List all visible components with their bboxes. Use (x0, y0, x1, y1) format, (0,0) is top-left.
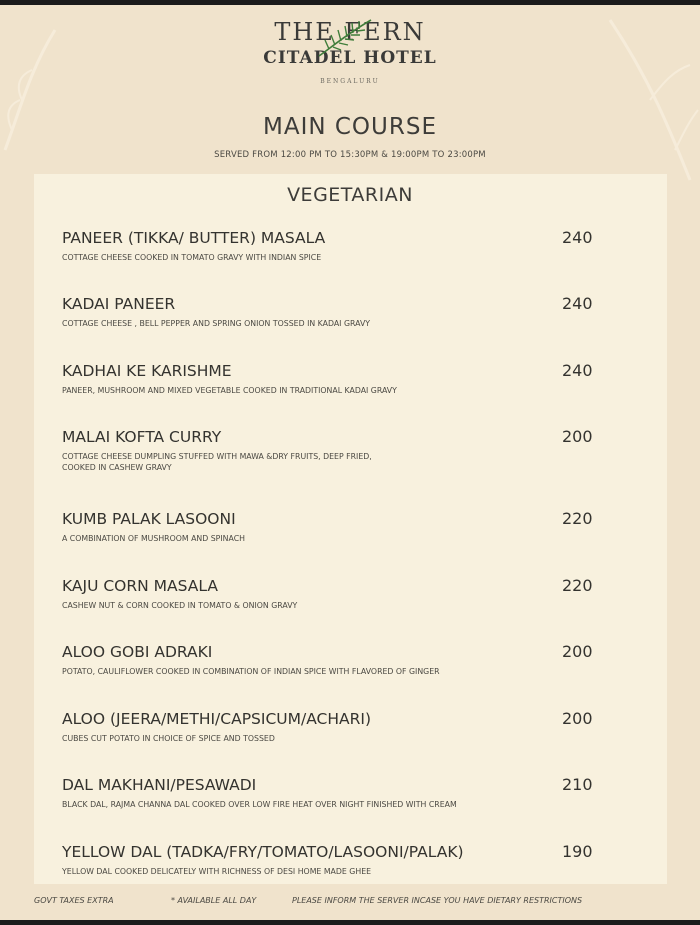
item-description: COTTAGE CHEESE COOKED IN TOMATO GRAVY WITH INDIAN SPICE (62, 253, 322, 262)
item-description: BLACK DAL, RAJMA CHANNA DAL COOKED OVER LOW FIRE HEAT OVER NIGHT FINISHED WITH CREAM (62, 800, 457, 809)
menu-item (62, 362, 622, 396)
item-price: 240 (562, 228, 593, 247)
menu-item (62, 710, 622, 744)
item-description: CUBES CUT POTATO IN CHOICE OF SPICE AND TOSSED (62, 734, 275, 743)
serving-hours: SERVED FROM 12:00 PM TO 15:30PM & 19:00PM TO 23:00PM (214, 150, 486, 160)
menu-title: MAIN COURSE (263, 114, 437, 140)
item-price: 190 (562, 842, 593, 861)
hotel-logo (0, 18, 700, 85)
menu-item (62, 229, 622, 263)
footer-notice: PLEASE INFORM THE SERVER INCASE YOU HAVE DIETARY RESTRICTIONS (292, 896, 583, 905)
section-heading: VEGETARIAN (287, 184, 413, 206)
item-description: YELLOW DAL COOKED DELICATELY WITH RICHNESS OF DESI HOME MADE GHEE (62, 867, 372, 876)
item-name: PANEER (TIKKA/ BUTTER) MASALA (62, 229, 326, 247)
menu-item (62, 295, 622, 329)
item-price: 220 (562, 576, 593, 595)
item-name: ALOO GOBI ADRAKI (62, 643, 213, 661)
logo-line-1: THE FERN (274, 18, 426, 46)
menu-item (62, 428, 622, 473)
bottom-border (0, 920, 700, 925)
item-price: 200 (562, 709, 593, 728)
item-price: 240 (562, 361, 593, 380)
item-name: MALAI KOFTA CURRY (62, 428, 222, 446)
item-description: POTATO, CAULIFLOWER COOKED IN COMBINATION OF INDIAN SPICE WITH FLAVORED OF GINGER (62, 667, 440, 676)
item-price: 200 (562, 427, 593, 446)
logo-line-2: CITADEL HOTEL (263, 48, 437, 68)
logo-line-3: BENGALURU (320, 78, 380, 85)
menu-item (62, 577, 622, 611)
item-description: PANEER, MUSHROOM AND MIXED VEGETABLE COOKED IN TRADITIONAL KADAI GRAVY (62, 386, 397, 395)
item-price: 220 (562, 509, 593, 528)
item-description: CASHEW NUT & CORN COOKED IN TOMATO & ONION GRAVY (62, 601, 298, 610)
item-name: KADHAI KE KARISHME (62, 362, 232, 380)
item-name: KAJU CORN MASALA (62, 577, 218, 595)
menu-item (62, 510, 622, 544)
top-border (0, 0, 700, 5)
item-description: COTTAGE CHEESE DUMPLING STUFFED WITH MAWA &DRY FRUITS, DEEP FRIED, COOKED IN CASHEW GRAVY (62, 452, 372, 472)
menu-item (62, 643, 622, 677)
menu-item (62, 843, 622, 877)
footer-available: * AVAILABLE ALL DAY (171, 896, 257, 905)
item-price: 200 (562, 642, 593, 661)
item-name: DAL MAKHANI/PESAWADI (62, 776, 257, 794)
fern-leaf-icon (315, 18, 375, 58)
footer-taxes: GOVT TAXES EXTRA (34, 896, 114, 905)
item-name: ALOO (JEERA/METHI/CAPSICUM/ACHARI) (62, 710, 372, 728)
item-price: 240 (562, 294, 593, 313)
item-name: YELLOW DAL (TADKA/FRY/TOMATO/LASOONI/PALAK) (62, 843, 464, 861)
item-name: KUMB PALAK LASOONI (62, 510, 236, 528)
menu-item (62, 776, 622, 810)
item-name: KADAI PANEER (62, 295, 176, 313)
item-price: 210 (562, 775, 593, 794)
item-description: A COMBINATION OF MUSHROOM AND SPINACH (62, 534, 246, 543)
item-description: COTTAGE CHEESE , BELL PEPPER AND SPRING ONION TOSSED IN KADAI GRAVY (62, 319, 371, 328)
